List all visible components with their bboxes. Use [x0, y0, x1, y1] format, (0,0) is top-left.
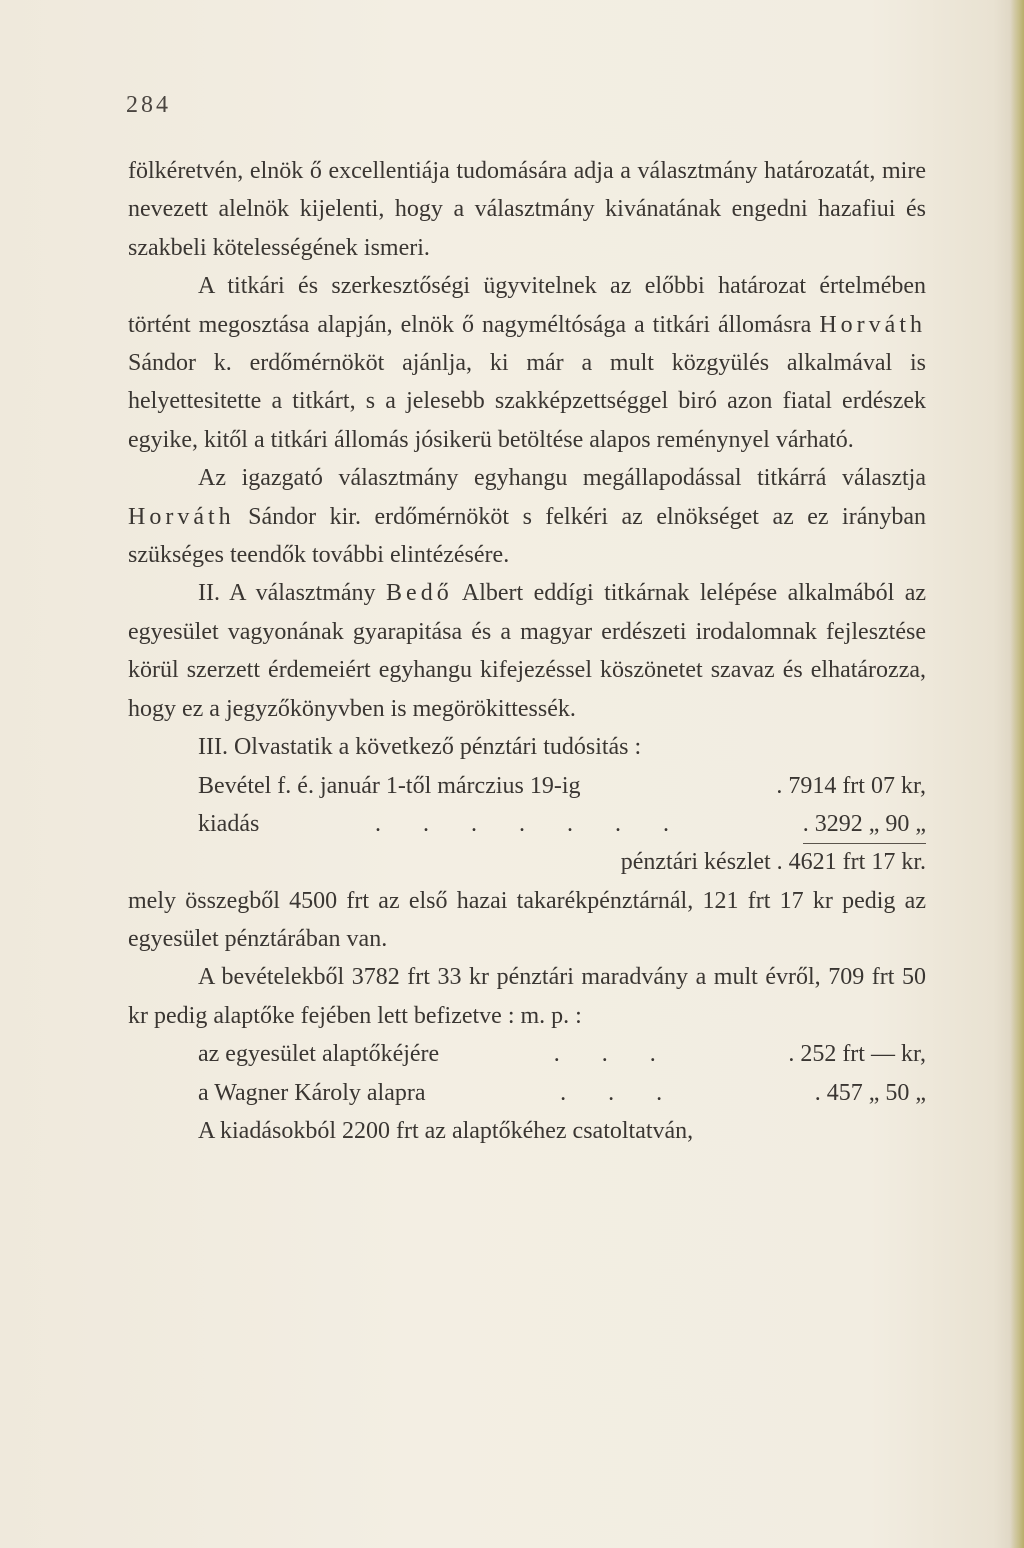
allocation-1-dots: . . . [553, 1041, 674, 1068]
page-number: 284 [126, 92, 171, 118]
paragraph-6: mely összegből 4500 frt az első hazai takarékpénztárnál, 121 frt 17 kr pedig az egyesület pénztárában van. [128, 887, 926, 953]
ledger-expense-dots: . . . . . . . [375, 810, 687, 837]
paragraph-3-text-a: Az igazgató választmány egyhangu megállapodással titkárrá választja [198, 465, 926, 492]
paragraph-2 [128, 267, 926, 459]
ledger-balance-row [128, 843, 926, 881]
paragraph-4-text-b: Albert eddígi titkárnak lelépése alkalmából az egyesület vagyonának gyarapitása és a magyar erdészeti irodalomnak fejlesztése körül szerzett érdemeiért egyhangu kifejezéssel köszönetet szavaz és elhatározza, hogy ez a jegyzőkönyvben is megörökittessék. [128, 580, 927, 722]
allocation-1-label: az egyesület alaptőkéjére [198, 1041, 440, 1068]
paragraph-3 [128, 459, 926, 574]
ledger-balance-amount: . 4621 frt 17 kr. [776, 849, 926, 876]
paragraph-7: A bevételekből 3782 frt 33 kr pénztári maradvány a mult évről, 709 frt 50 kr pedig alaptőke fejében lett befizetve : m. p. : [128, 964, 926, 1029]
allocation-2-dots: . . . [560, 1079, 681, 1106]
ledger-income-label: Bevétel f. é. január 1-től márczius 19-ig [198, 772, 581, 799]
allocation-2-label: a Wagner Károly alapra [198, 1079, 426, 1106]
paragraph-8: A kiadásokból 2200 frt az alaptőkéhez csatoltatván, [198, 1118, 694, 1145]
body-text [128, 152, 926, 1150]
name-horvath-2: Horváth [128, 503, 235, 530]
allocation-row-2 [128, 1074, 926, 1112]
page-edge [1010, 0, 1024, 1548]
allocation-row-1 [128, 1035, 926, 1073]
ledger-balance-label: pénztári készlet [620, 849, 771, 876]
paragraph-5: III. Olvastatik a következő pénztári tudósitás : [198, 734, 642, 761]
name-bedo: Bedő [386, 580, 453, 607]
ledger-expense-label: kiadás [198, 810, 260, 837]
allocation-2-amount: . 457 „ 50 „ [814, 1079, 926, 1106]
name-horvath-1: Horváth [819, 311, 926, 338]
ledger-expense-amount: . 3292 „ 90 „ [803, 805, 926, 844]
ledger-income-amount: . 7914 frt 07 kr, [776, 772, 926, 799]
paragraph-4 [128, 574, 926, 728]
paragraph-1: fölkéretvén, elnök ő excellentiája tudomására adja a választmány határozatát, mire nevezett alelnök kijelenti, hogy a választmány kivánatának engedni hazafiui és szakbeli kötelességének ismeri. [128, 158, 926, 261]
ledger-expense-row [128, 805, 926, 843]
allocation-1-amount: . 252 frt — kr, [788, 1041, 926, 1068]
paragraph-4-text-a: II. A választmány [198, 580, 376, 607]
paragraph-2-text-b: Sándor k. erdőmérnököt ajánlja, ki már a mult közgyülés alkalmával is helyettesitette a titkárt, s a jelesebb szakképzettséggel biró azon fiatal erdészek egyike, kitől a titkári állomás jósikerü betöltése alapos reménynyel várható. [128, 350, 926, 453]
ledger-income-row [128, 767, 926, 805]
paragraph-3-text-b: Sándor kir. erdőmérnököt s felkéri az elnökséget az ez irányban szükséges teendők további elintézésére. [128, 503, 927, 569]
paragraph-2-text-a: A titkári és szerkesztőségi ügyvitelnek az előbbi határozat értelmében történt megosztása alapján, elnök ő nagyméltósága a titkári állomásra [128, 273, 926, 338]
